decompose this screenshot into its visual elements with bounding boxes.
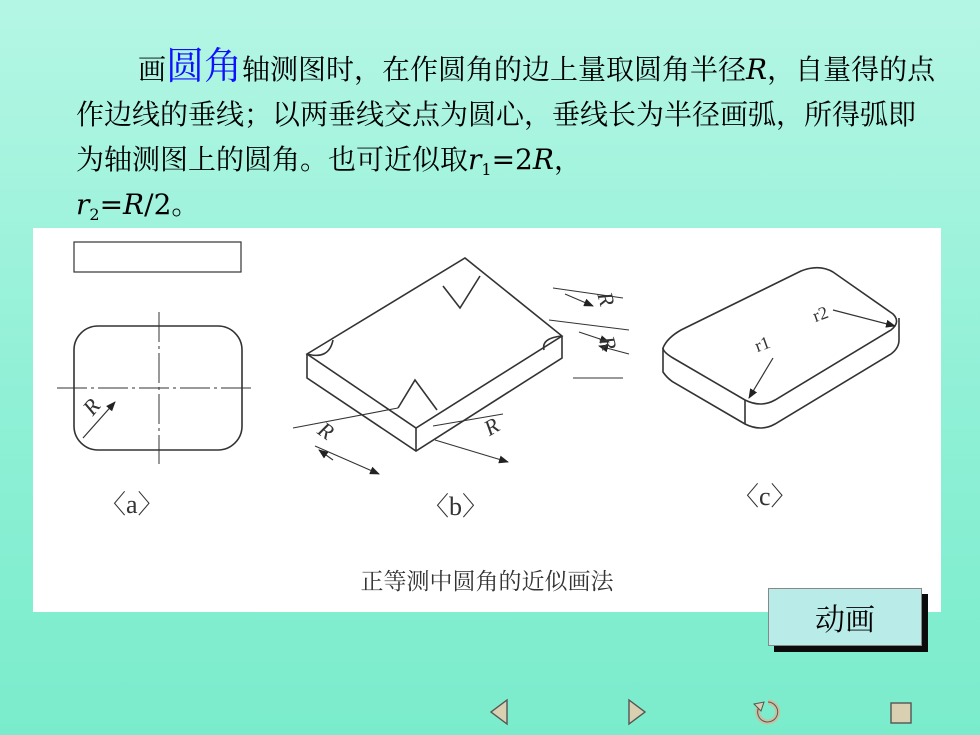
text-segment: ， (553, 143, 582, 176)
figure-panel (33, 228, 941, 612)
symbol-R: R (746, 53, 768, 86)
subscript-1: 1 (481, 160, 492, 179)
label-b: 〈b〉 (423, 492, 489, 521)
previous-icon[interactable] (488, 697, 510, 727)
text-segment: = (99, 188, 124, 221)
symbol-R: R (123, 188, 145, 221)
dim-label-r1: r1 (751, 332, 773, 356)
iso-slab-c (663, 268, 899, 428)
dim-label-R: R (592, 289, 621, 309)
iso-box-b (307, 258, 562, 451)
symbol-r1: r (468, 143, 482, 176)
stop-icon[interactable] (888, 700, 914, 726)
animation-button[interactable]: 动画 (768, 588, 922, 646)
label-c: 〈c〉 (733, 482, 797, 511)
dim-label-R: R (77, 393, 106, 420)
description-paragraph (76, 44, 936, 227)
dim-label-R: R (313, 416, 339, 445)
text-segment: =2 (491, 143, 533, 176)
text-segment: 画 (138, 53, 167, 86)
dim-label-R: R (594, 333, 623, 353)
next-icon[interactable] (626, 697, 648, 727)
symbol-R: R (532, 143, 554, 176)
symbol-r2: r (76, 188, 90, 221)
empty-box (74, 242, 241, 272)
subscript-2: 2 (89, 205, 100, 224)
highlight-term: 圆角 (166, 44, 243, 88)
text-segment: /2。 (144, 188, 200, 221)
text-segment: 轴测图时，在作圆角的边上量取圆角半径 (242, 53, 747, 86)
replay-icon[interactable] (752, 696, 784, 728)
dim-label-R: R (479, 412, 504, 441)
dim-label-r2: r2 (809, 302, 831, 326)
figure-caption: 正等测中圆角的近似画法 (360, 569, 614, 595)
text-segment: ，自量得的点作边线的垂线；以两垂线交点为圆心，垂线长为半径画弧，所得弧即为轴测图上的圆角。也可近似取 (76, 53, 936, 176)
label-a: 〈a〉 (100, 490, 164, 519)
